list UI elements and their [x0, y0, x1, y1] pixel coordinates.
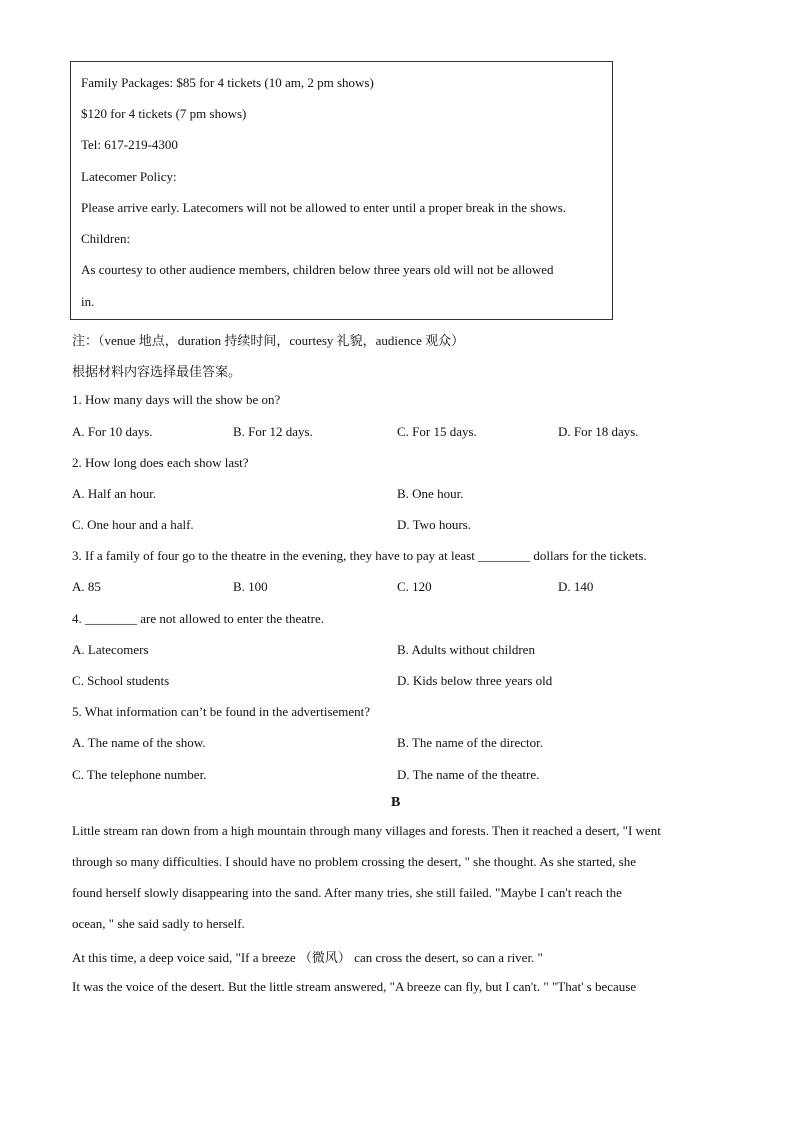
vocabulary-note: 注：（venue 地点，duration 持续时间，courtesy 礼貌，audience 观众） — [72, 333, 465, 348]
section-b-title: B — [391, 795, 401, 810]
ad-line-latecomer-policy: Please arrive early. Latecomers will not be allowed to enter until a proper break in the shows. — [81, 200, 567, 215]
ad-line-latecomer-heading: Latecomer Policy: — [81, 169, 177, 184]
question-5-stem: 5. What information can’t be found in the advertisement? — [72, 704, 371, 719]
question-3-option-c[interactable]: C. 120 — [397, 579, 432, 594]
question-3-option-d[interactable]: D. 140 — [558, 579, 594, 594]
question-2-option-c[interactable]: C. One hour and a half. — [72, 517, 194, 532]
ad-line-evening-price: $120 for 4 tickets (7 pm shows) — [81, 106, 247, 121]
question-1-option-b[interactable]: B. For 12 days. — [233, 424, 313, 439]
ad-line-family-packages: Family Packages: $85 for 4 tickets (10 am, 2 pm shows) — [81, 75, 374, 90]
question-3-option-b[interactable]: B. 100 — [233, 579, 268, 594]
passage-line: Little stream ran down from a high mountain through many villages and forests. Then it reached a desert, "I went — [72, 823, 661, 838]
question-4-option-a[interactable]: A. Latecomers — [72, 642, 149, 657]
question-5-option-d[interactable]: D. The name of the theatre. — [397, 767, 540, 782]
passage-line: ocean, " she said sadly to herself. — [72, 916, 245, 931]
question-2-stem: 2. How long does each show last? — [72, 455, 249, 470]
ad-line-children-policy: As courtesy to other audience members, children below three years old will not be allowed — [81, 262, 554, 277]
question-5-option-c[interactable]: C. The telephone number. — [72, 767, 207, 782]
passage-line: It was the voice of the desert. But the little stream answered, "A breeze can fly, but I can't. " "That' s because — [72, 979, 637, 994]
question-3-option-a[interactable]: A. 85 — [72, 579, 101, 594]
question-5-option-b[interactable]: B. The name of the director. — [397, 735, 543, 750]
question-1-option-d[interactable]: D. For 18 days. — [558, 424, 639, 439]
question-4-option-d[interactable]: D. Kids below three years old — [397, 673, 553, 688]
question-2-option-b[interactable]: B. One hour. — [397, 486, 464, 501]
passage-line: through so many difficulties. I should have no problem crossing the desert, " she thought. As she started, she — [72, 854, 636, 869]
question-2-option-d[interactable]: D. Two hours. — [397, 517, 471, 532]
question-4-option-b[interactable]: B. Adults without children — [397, 642, 535, 657]
question-5-option-a[interactable]: A. The name of the show. — [72, 735, 206, 750]
question-1-option-c[interactable]: C. For 15 days. — [397, 424, 477, 439]
instruction: 根据材料内容选择最佳答案。 — [72, 364, 242, 379]
question-4-stem: 4. ________ are not allowed to enter the theatre. — [72, 611, 324, 626]
advertisement-box — [70, 61, 613, 320]
ad-line-telephone: Tel: 617-219-4300 — [81, 137, 178, 152]
ad-line-children-heading: Children: — [81, 231, 131, 246]
passage-line: At this time, a deep voice said, "If a breeze （微风） can cross the desert, so can a river. " — [72, 950, 543, 965]
question-3-stem: 3. If a family of four go to the theatre in the evening, they have to pay at least ________ dollars for the tickets. — [72, 548, 647, 563]
question-1-option-a[interactable]: A. For 10 days. — [72, 424, 153, 439]
ad-line-children-policy-end: in. — [81, 294, 95, 309]
passage-line: found herself slowly disappearing into the sand. After many tries, she still failed. "Maybe I can't reach the — [72, 885, 622, 900]
question-2-option-a[interactable]: A. Half an hour. — [72, 486, 157, 501]
question-4-option-c[interactable]: C. School students — [72, 673, 170, 688]
question-1-stem: 1. How many days will the show be on? — [72, 392, 281, 407]
